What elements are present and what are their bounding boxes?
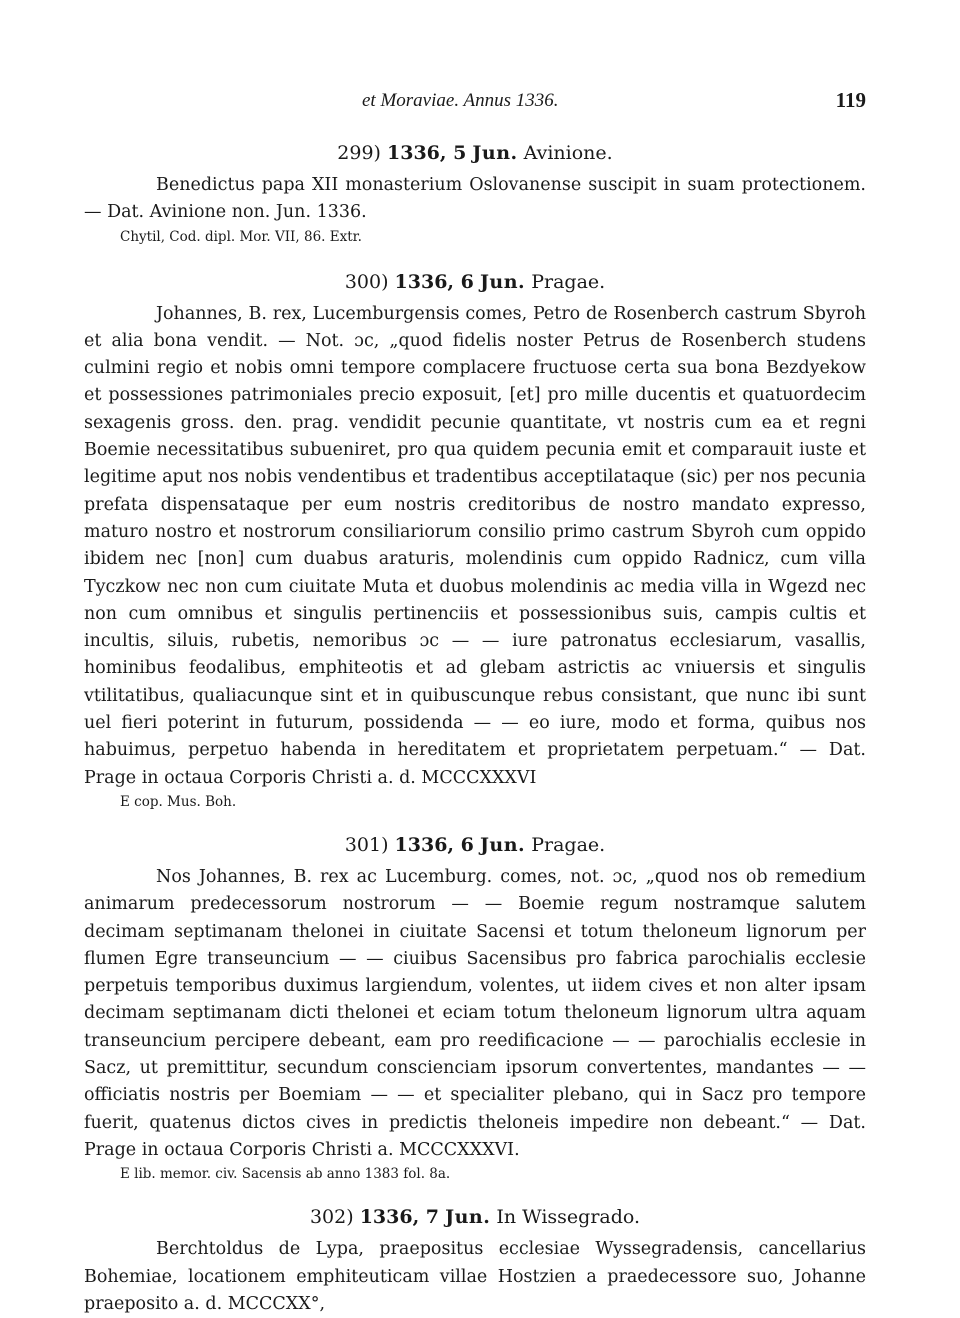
entry-date: 1336, 6 bbox=[394, 833, 474, 856]
entry-heading bbox=[84, 140, 866, 166]
entry-number: 299) bbox=[337, 142, 381, 164]
entry-300 bbox=[84, 269, 866, 812]
entry-heading bbox=[84, 832, 866, 858]
document-page bbox=[84, 88, 866, 1318]
entry-text: Benedictus papa XII monasterium Oslovanense suscipit in suam protectionem. — Dat. Avinione non. Jun. 1336. bbox=[84, 175, 866, 223]
running-head bbox=[84, 88, 866, 118]
entry-date: 1336, 7 bbox=[359, 1206, 440, 1229]
entry-month: Jun. bbox=[479, 270, 526, 293]
entry-month: Jun. bbox=[445, 1206, 491, 1229]
entry-place: In Wissegrado. bbox=[496, 1206, 641, 1229]
entry-source: E lib. memor. civ. Sacensis ab anno 1383 fol. 8a. bbox=[120, 1166, 451, 1183]
entry-source: E cop. Mus. Boh. bbox=[120, 793, 237, 810]
entry-place: Pragae. bbox=[531, 833, 606, 856]
entry-text: Berchtoldus de Lypa, praepositus ecclesiae Wyssegradensis, cancellarius Bohemiae, locationem emphiteuticam villae Hostzien a praedecessore suo, Johanne praeposito a. d. MCCCXX°, bbox=[84, 1239, 866, 1314]
entry-301 bbox=[84, 832, 866, 1184]
entry-source: Chytil, Cod. dipl. Mor. VII, 86. Extr. bbox=[120, 228, 362, 245]
entry-place: Avinione. bbox=[523, 142, 613, 164]
entry-number: 302) bbox=[309, 1206, 354, 1229]
entry-month: Jun. bbox=[472, 142, 518, 164]
entry-heading bbox=[84, 1204, 866, 1230]
entry-place: Pragae. bbox=[531, 270, 606, 293]
entry-number: 300) bbox=[344, 270, 389, 293]
entry-text: Johannes, B. rex, Lucemburgensis comes, Petro de Rosenberch castrum Sbyroh et alia bona vendit. — Not. ɔc, „quod fidelis noster Petrus de Rosenberch studens culmini regio et nobis omni tempore complacere fructuose certa sua bona Bezdyekow et possessiones patrimoniales precio exposuit, [et] pro mille ducentis et quatuordecim sexagenis gross. den. prag. vendidit pecunie quantitate, vt nostris cum ea et regni Boemie necessitatibus subueniret, pro qua quidem pecunia emit et comparauit iuste et legitime aput nos nobis vendentibus et tradentibus acceptilataque (sic) per nos pecunia prefata dispensataque per eum nostris creditoribus de nostro mandato expresso, maturo nostro et nostrorum consiliariorum consilio primo castrum Sbyroh cum oppido ibidem nec [non] cum duabus araturis, molendinis cum oppido Radnicz, cum villa Tyczkow nec non cum ciuitate Muta et duobus molendinis ac media villa in Wgezd nec non cum omnibus et singulis pertinenciis et possessionibus suis, campis cultis et incultis, siluis, rubetis, nemoribus ɔc — — iure patronatus ecclesiarum, vasallis, hominibus feodalibus, emphiteotis et ad glebam astrictis ac vniuersis et singulis vtilitatibus, qualiacunque sint et in quibuscunque rebus consistant, que nunc ibi sunt uel fieri poterint in futurum, possidenda — — eo iure, modo et forma, quibus nos habuimus, perpetuo habenda in hereditatem et proprietatem perpetuam.“ — Dat. Prage in octaua Corporis Christi a. d. MCCCXXXVI bbox=[84, 303, 866, 788]
entry-month: Jun. bbox=[479, 833, 526, 856]
entry-number: 301) bbox=[344, 833, 389, 856]
running-head-title: et Moraviae. Annus 1336. bbox=[362, 90, 559, 111]
page-number: 119 bbox=[835, 88, 866, 112]
entry-text: Nos Johannes, B. rex ac Lucemburg. comes, not. ɔc, „quod nos ob remedium animarum predecessorum nostrorum — — Boemie regum nostramque salutem decimam septimanam thelonei in ciuitate Sacensi et totum theloneum lignorum per flumen Egre transeuncium — — ciuibus Sacensibus pro fabrica parochialis ecclesie perpetuis temporibus duximus largiendum, volentes, ut iidem cives et non alter ipsam decimam septimanam dicti thelonei et eciam totum theloneum lignorum ultra aquam transeuncium percipere debeant, eam pro reedificacione — — parochialis ecclesie in Sacz, ut premittitur, secundum conscienciam ipsorum convertentes, mandantes — — officiatis nostris per Boemiam — — et specialiter plebano, qui in Sacz pro tempore fuerit, quatenus dictos cives in predictis theloneis impedire non debeant.“ — Dat. Prage in octaua Corporis Christi a. MCCCXXXVI. bbox=[84, 866, 866, 1160]
entry-299 bbox=[84, 140, 866, 247]
entry-date: 1336, 6 bbox=[394, 270, 474, 293]
entry-date: 1336, 5 bbox=[387, 142, 467, 164]
entry-heading bbox=[84, 269, 866, 295]
entry-302 bbox=[84, 1204, 866, 1318]
